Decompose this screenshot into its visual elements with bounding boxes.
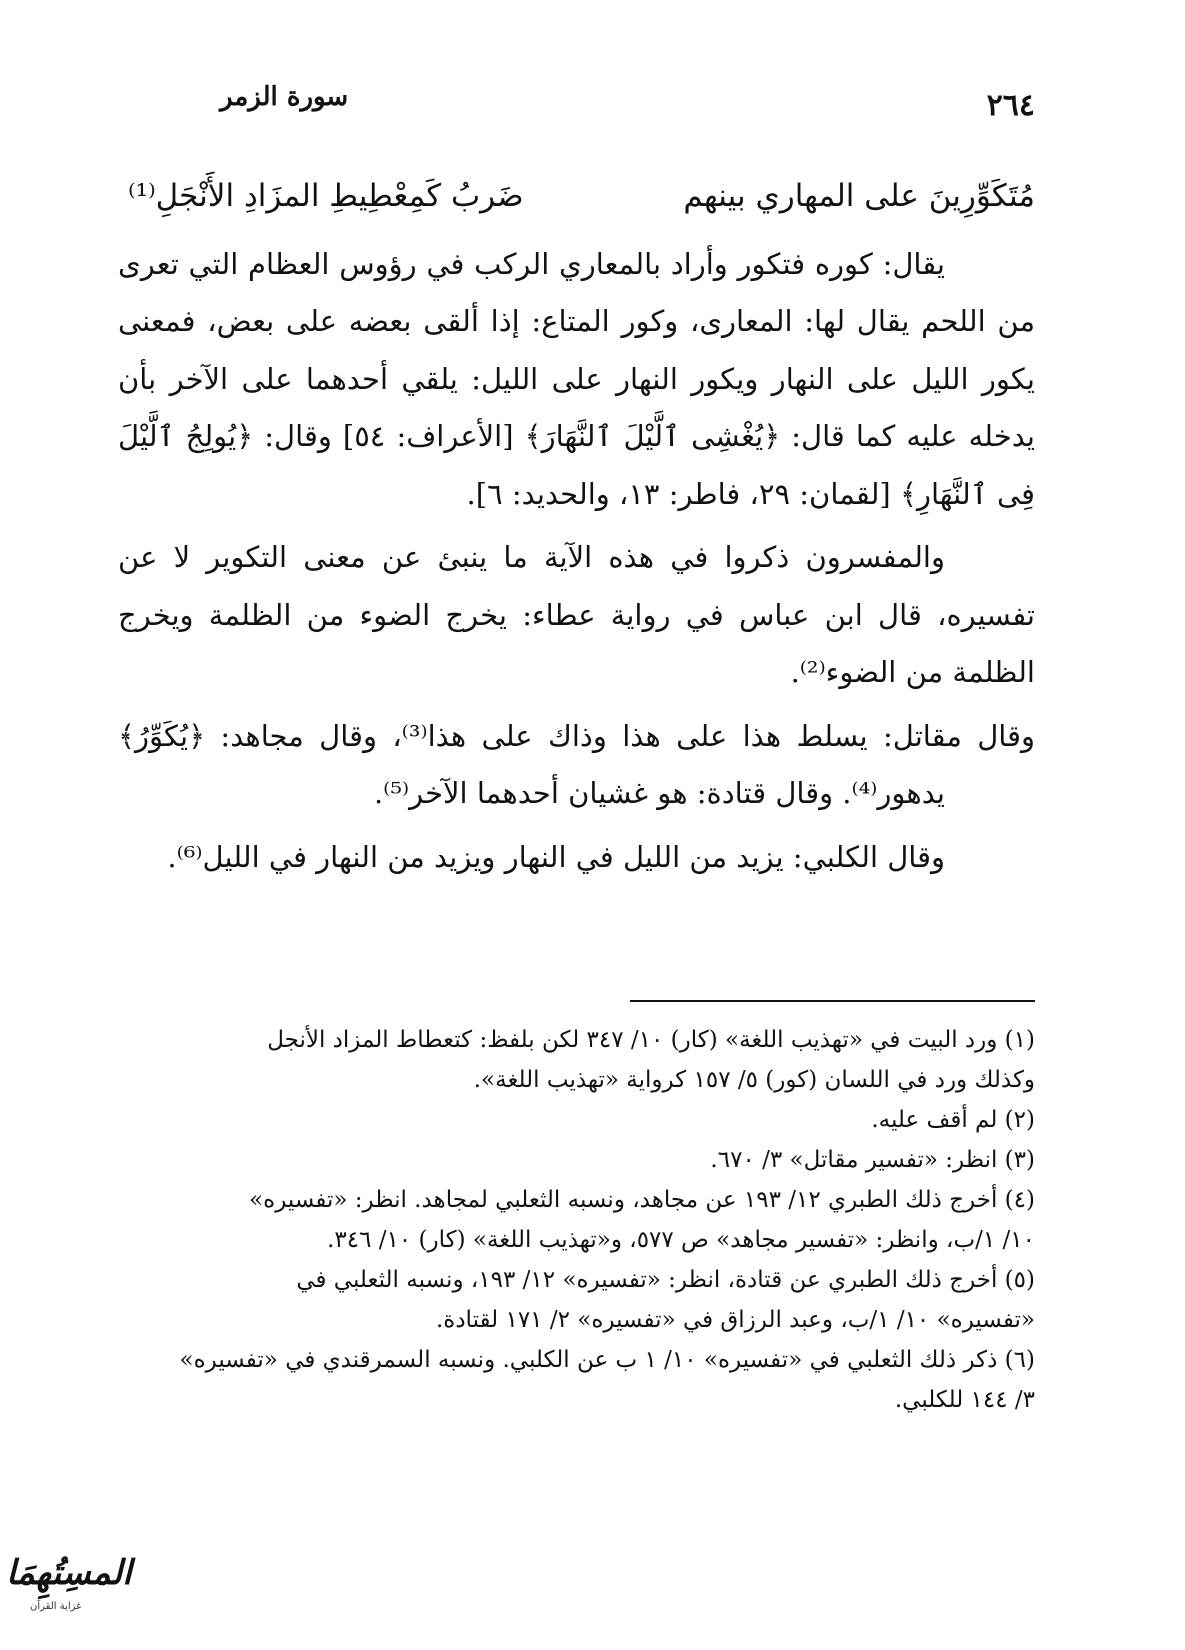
main-text <box>118 168 1035 892</box>
verse-second-hemistich: ضَربُ كَمِعْطِيطِ المزَادِ الأَنْجَلِ⁽¹⁾ <box>128 178 524 214</box>
footnote-1-line-2: وكذلك ورد في اللسان (كور) ٥/ ١٥٧ كرواية «تهذيب اللغة». <box>473 1067 1035 1093</box>
paragraph-2: والمفسرون ذكروا في هذه الآية ما ينبئ عن معنى التكوير لا عن تفسيره، قال ابن عباس في رواية عطاء: يخرج الضوء من الظلمة ويخرج الظلمة من الضوء⁽²⁾. <box>118 540 1035 689</box>
footnote-6-line-1: (٦) ذكر ذلك الثعلبي في «تفسيره» ١٠/ ١ ب عن الكلبي. ونسبه السمرقندي في «تفسيره» <box>179 1347 1035 1373</box>
paragraph-3: وقال مقاتل: يسلط هذا على هذا وذاك على هذا⁽³⁾، وقال مجاهد: ﴿يُكَوِّرُ﴾ يدهور⁽⁴⁾. وقال قتادة: هو غشيان أحدهما الآخر⁽⁵⁾. <box>118 718 1035 810</box>
page-number: ٢٦٤ <box>986 88 1035 123</box>
footnote-4-line-1: (٤) أخرج ذلك الطبري ١٢/ ١٩٣ عن مجاهد، ونسبه الثعلبي لمجاهد. انظر: «تفسيره» <box>249 1187 1035 1213</box>
footnote-4 <box>118 1180 1035 1260</box>
footnote-6 <box>118 1340 1035 1420</box>
footnotes <box>118 1020 1035 1420</box>
page-header <box>220 82 1035 132</box>
footnote-6-line-2: ٣/ ١٤٤ للكلبي. <box>894 1387 1035 1413</box>
surah-title: سورة الزمر <box>220 82 349 112</box>
poetry-verse <box>118 168 1035 226</box>
paragraph-4: وقال الكلبي: يزيد من الليل في النهار ويزيد من النهار في الليل⁽⁶⁾. <box>167 839 945 874</box>
publisher-logo <box>0 1545 132 1625</box>
paragraph-1: يقال: كوره فتكور وأراد بالمعاري الركب في رؤوس العظام التي تعرى من اللحم يقال لها: المعارى، وكور المتاع: إذا ألقى بعضه على بعض، فمعنى يكور الليل على النهار ويكور النهار على الليل: يلقي أحدهما على الآخر بأن يدخله عليه كما قال: ﴿يُغْشِى ٱلَّيْلَ ٱلنَّهَارَ﴾ [الأعراف: ٥٤] وقال: ﴿يُولِجُ ٱلَّيْلَ فِى ٱلنَّهَارِ﴾ [لقمان: ٢٩، فاطر: ١٣، والحديد: ٦]. <box>118 246 1035 511</box>
footnote-5-line-1: (٥) أخرج ذلك الطبري عن قتادة، انظر: «تفسيره» ١٢/ ١٩٣، ونسبه الثعلبي في <box>296 1267 1035 1293</box>
footnote-3: (٣) انظر: «تفسير مقاتل» ٣/ ٦٧٠. <box>710 1147 1035 1173</box>
footnote-4-line-2: ١٠/ ١/ب، وانظر: «تفسير مجاهد» ص ٥٧٧، و«تهذيب اللغة» (كار) ١٠/ ٣٤٦. <box>327 1227 1035 1253</box>
footnote-1-line-1: (١) ورد البيت في «تهذيب اللغة» (كار) ١٠/ ٣٤٧ لكن بلفظ: كتعطاط المزاد الأنجل <box>267 1027 1035 1053</box>
verse-first-hemistich: مُتَكَوِّرِينَ على المهاري بينهم <box>683 178 1035 214</box>
footnote-divider <box>630 1000 1035 1002</box>
logo-calligraphy: المسِتُهِمَا <box>6 1553 132 1593</box>
footnote-1 <box>118 1020 1035 1100</box>
footnote-5-line-2: «تفسيره» ١٠/ ١/ب، وعبد الرزاق في «تفسيره» ٢/ ١٧١ لقتادة. <box>435 1307 1035 1333</box>
logo-subtext: غزاية القرآن <box>30 1601 82 1612</box>
footnote-5 <box>118 1260 1035 1340</box>
footnote-2: (٢) لم أقف عليه. <box>871 1107 1035 1133</box>
